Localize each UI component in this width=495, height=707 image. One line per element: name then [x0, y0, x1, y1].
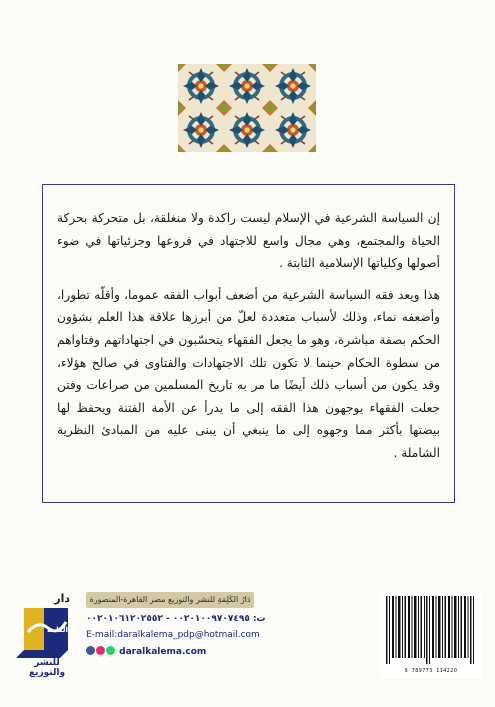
publisher-logo-icon: [16, 592, 78, 678]
instagram-icon[interactable]: [96, 646, 105, 655]
publisher-website-row: [86, 646, 206, 657]
publisher-logo-word: دار: [54, 592, 70, 605]
barcode-icon: [380, 596, 482, 668]
publisher-email[interactable]: E-mail:daralkalema_pdp@hotmail.com: [86, 630, 260, 640]
publisher-logo-subtitle: للنشر والتوزيع: [28, 658, 66, 678]
cover-paragraph-2: هذا ويعد فقه السياسة الشرعية من أضعف أبواب الفقه عموما، وأقلّه تطورا، وأضعفه نماء، وذلك لأسباب متعددة لعلّ من أبرزها علاقة هذا العلم بشؤون الحكم بصفة مباشرة، وهو ما يجعل الفقهاء يتحسّبون في اجتهاداتهم وفتاواهم من سطوة الحكام حينما لا تكون تلك الاجتهادات والفتاوى في صالح هؤلاء، وقد يكون من أسباب ذلك أيضًا ما مر به تاريخ المسلمين من صراعات وفتن جعلت الفقهاء يوجهون هذا الفقه إلى ما يدرأ عن الأمة الفتنة ويحفظ لها بيضتها بأكثر مما وجهوه إلى ما ينبغي أن يبنى عليه من المبادئ النظرية الشاملة .: [57, 287, 440, 460]
decorative-tile-pattern: [178, 64, 316, 152]
cover-text-frame: [42, 184, 455, 503]
publisher-footer: [0, 592, 495, 707]
social-icons: [86, 647, 119, 657]
facebook-icon[interactable]: [86, 646, 95, 655]
publisher-address: دَارُ الكَلِمَةِ للنشر والتوزيع مصر القاهرة-المنصورة: [86, 592, 254, 608]
publisher-logo-name: الكلمة: [47, 626, 68, 634]
whatsapp-icon[interactable]: [106, 646, 115, 655]
isbn-barcode: [380, 592, 482, 678]
isbn-number: 9 789773 114220: [404, 668, 458, 674]
publisher-phones: ت: ٠٠٢٠١٠٠٩٧٠٧٤٩٥ - ٠٠٢٠١٠٦١٢٠٢٥٥٢: [86, 614, 266, 624]
publisher-website[interactable]: daralkalema.com: [119, 647, 207, 657]
cover-paragraph-1: إن السياسة الشرعية في الإسلام ليست راكدة ولا منغلقة، بل متحركة بحركة الحياة والمجتمع، وهي مجال واسع للاجتهاد في فروعها وجزئياتها في ضوء أصولها وكلياتها الإسلامية الثابتة .: [57, 211, 440, 271]
